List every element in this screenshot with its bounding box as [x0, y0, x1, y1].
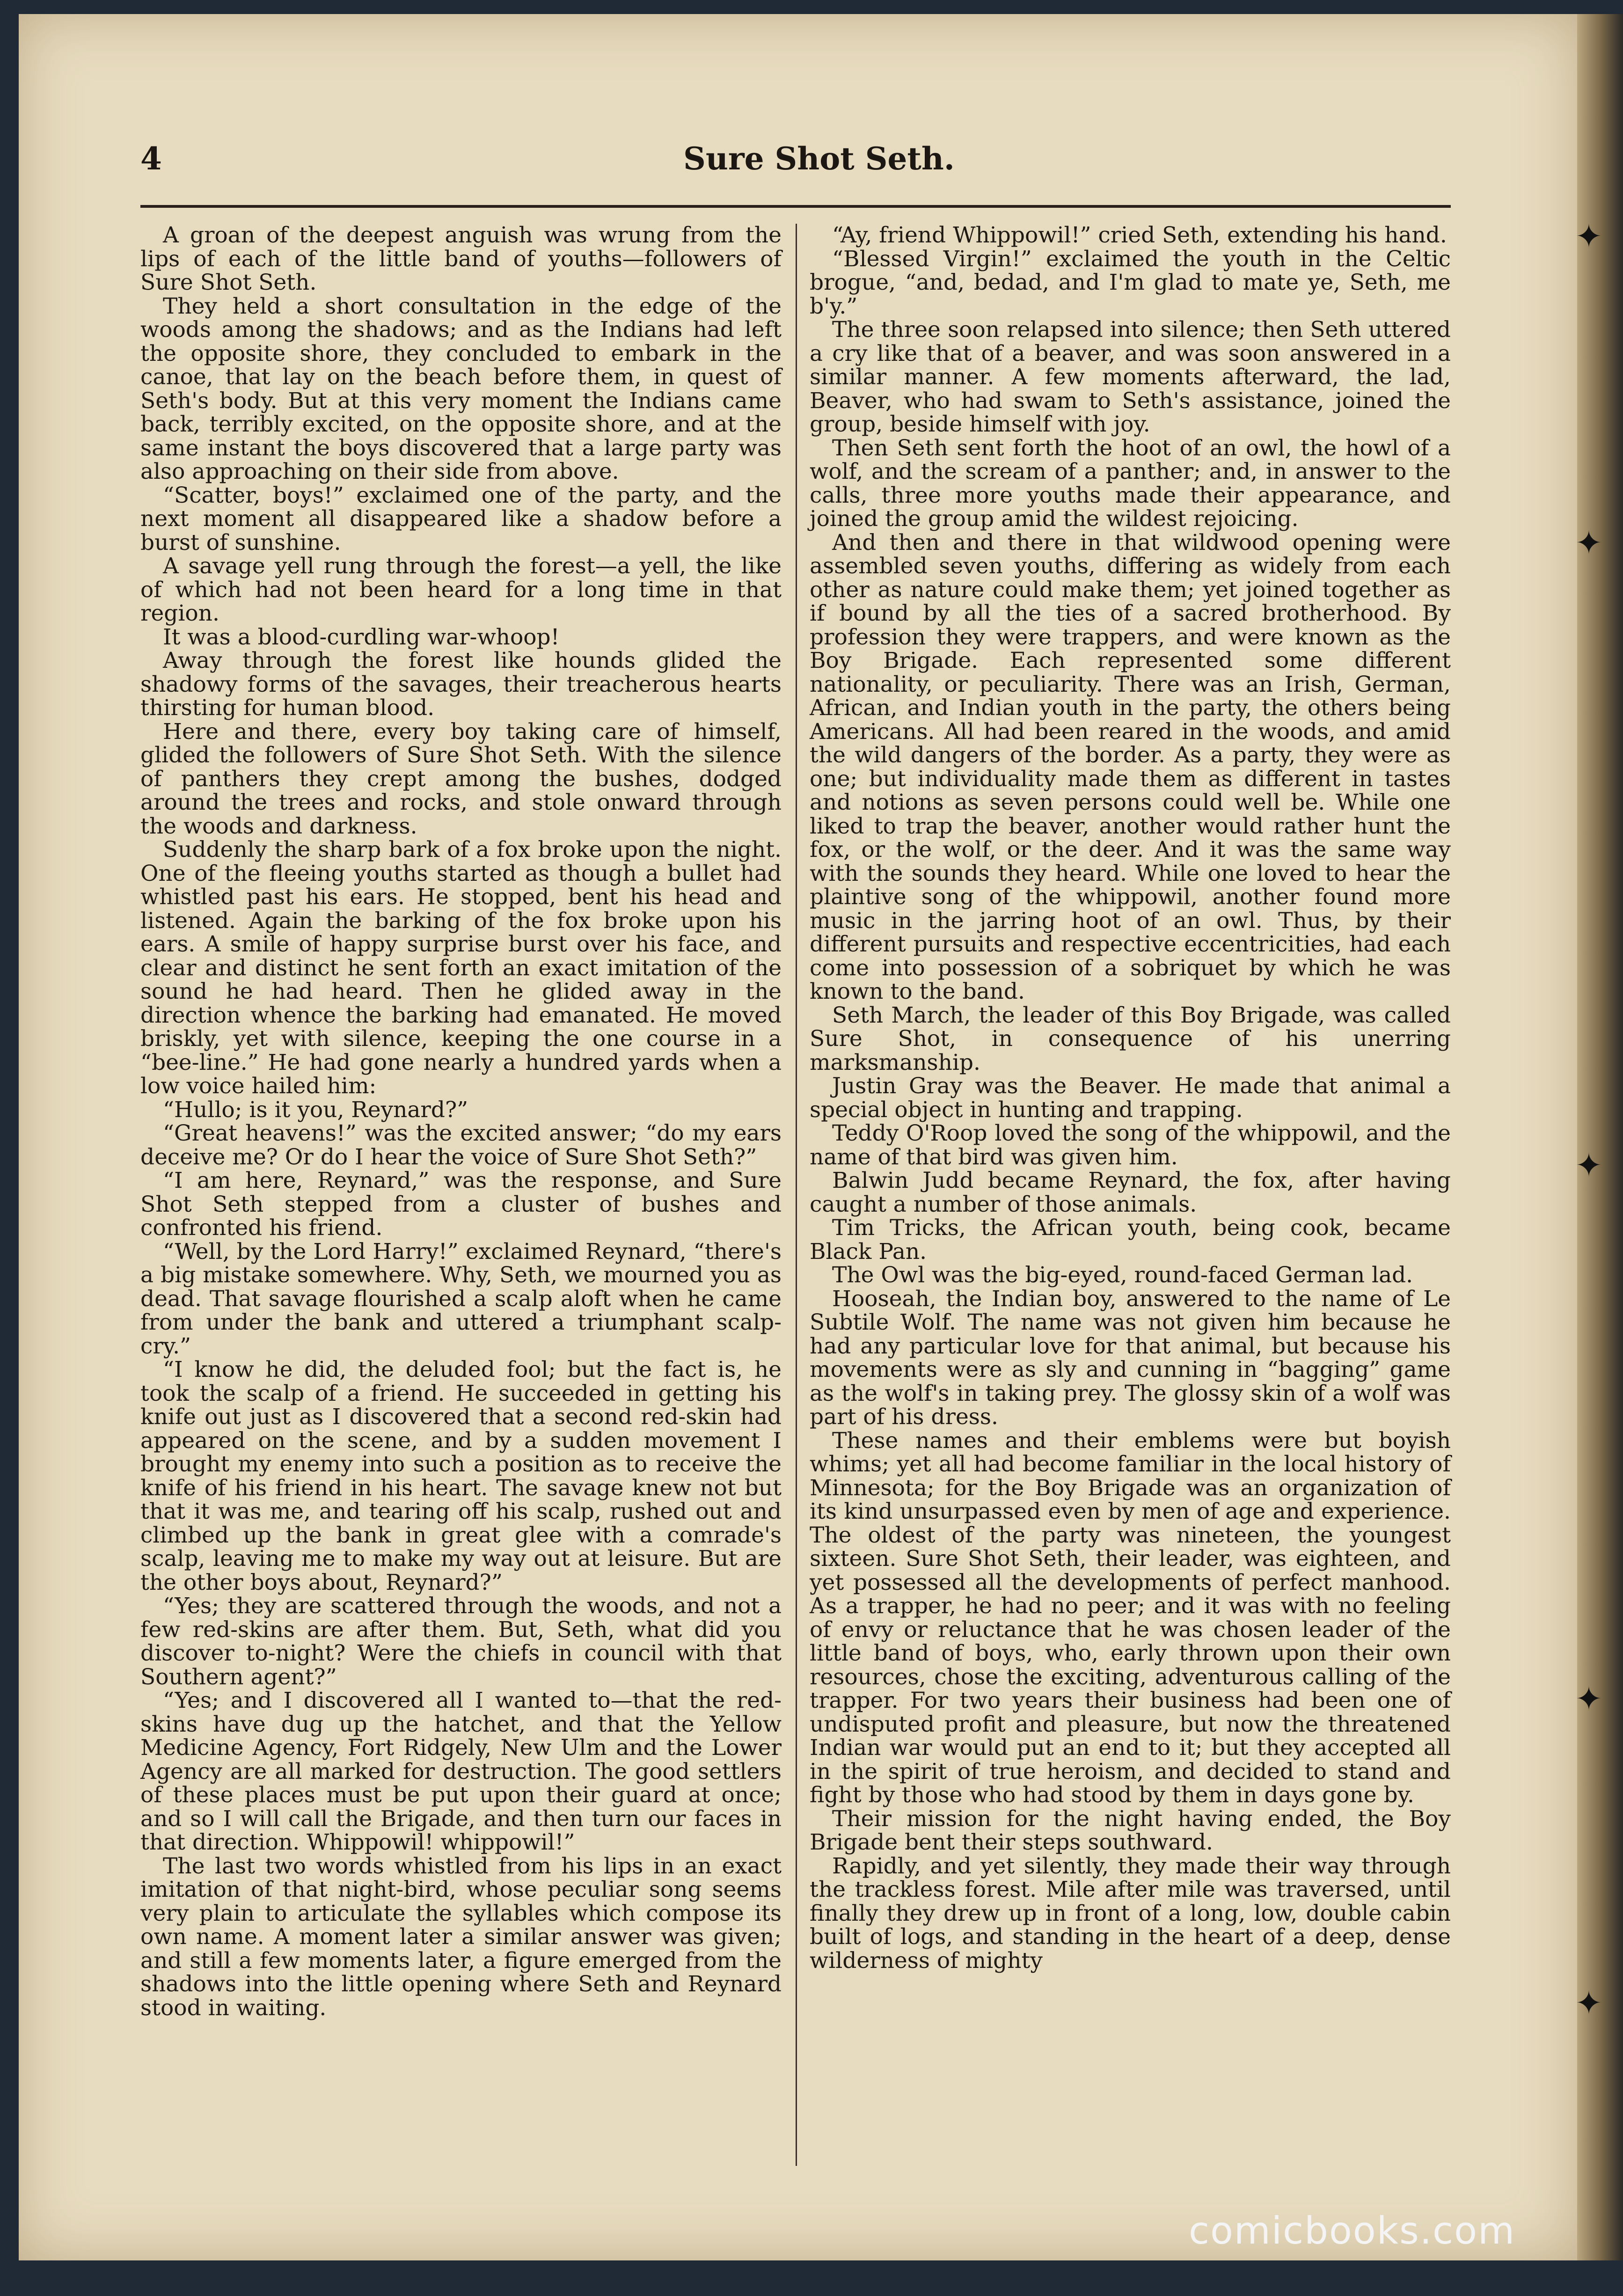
- paragraph: And then and there in that wildwood opening were assembled seven youths, differing as widely from each other as nature could make them; yet joined together as if bound by all the ties of a sacred brotherhood. By profession they were trappers, and were known as the Boy Brigade. Each represented some different nationality, or peculiarity. There was an Irish, German, African, and Indian youth in the party, the others being Americans. All had been reared in the woods, and amid the wild dangers of the border. As a party, they were as one; but individuality made them as different in tastes and notions as seven persons could well be. While one liked to trap the beaver, another would rather hunt the fox, or the wolf, or the deer. And it was the same way with the sounds they heard. While one loved to hear the plaintive song of the whippowil, another found more music in the jarring hoot of an owl. Thus, by their different pursuits and respective eccentricities, had each come into possession of a sobriquet by which he was known to the band.: [810, 529, 1451, 1004]
- paragraph: “Yes; and I discovered all I wanted to—that the red-skins have dug up the hatchet, and that the Yellow Medicine Agency, Fort Ridgely, New Ulm and the Lower Agency are all marked for destruction. The good settlers of these places must be put upon their guard at once; and so I will call the Brigade, and then turn our faces in that direction. Whippowil! whippowil!”: [140, 1688, 782, 1855]
- page-number: 4: [140, 140, 162, 177]
- paragraph: “Ay, friend Whippowil!” cried Seth, extending his hand.: [832, 222, 1447, 248]
- right-column: [810, 224, 1451, 1973]
- paragraph: Balwin Judd became Reynard, the fox, after having caught a number of those animals.: [810, 1168, 1451, 1217]
- paragraph: Hooseah, the Indian boy, answered to the name of Le Subtile Wolf. The name was not given him because he had any particular love for that animal, but because his movements were as sly and cunning in “bagging” game as the wolf's in taking prey. The glossy skin of a wolf was part of his dress.: [810, 1286, 1451, 1430]
- paragraph: They held a short consultation in the edge of the woods among the shadows; and as the Indians had left the opposite shore, they concluded to embark in the canoe, that lay on the beach before them, in quest of Seth's body. But at this very moment the Indians came back, terribly excited, on the opposite shore, and at the same instant the boys discovered that a large party was also approaching on their side from above.: [140, 293, 782, 484]
- paragraph: A groan of the deepest anguish was wrung from the lips of each of the little band of youths—followers of Sure Shot Seth.: [140, 222, 782, 295]
- paragraph: It was a blood-curdling war-whoop!: [163, 624, 560, 650]
- paragraph: “Yes; they are scattered through the woods, and not a few red-skins are after them. But, Seth, what did you discover to-night? Were the chiefs in council with that Southern agent?”: [140, 1593, 782, 1690]
- paragraph: A savage yell rung through the forest—a yell, the like of which had not been heard for a long time in that region.: [140, 553, 782, 626]
- paragraph: “Blessed Virgin!” exclaimed the youth in the Celtic brogue, “and, bedad, and I'm glad to mate ye, Seth, me b'y.”: [810, 246, 1451, 319]
- paragraph: Their mission for the night having ended, the Boy Brigade bent their steps southward.: [810, 1806, 1451, 1855]
- page-binding: [1577, 14, 1623, 2260]
- binding-stitch-icon: ✦: [1575, 1146, 1603, 1185]
- binding-stitch-icon: ✦: [1575, 217, 1603, 256]
- running-head-title: Sure Shot Seth.: [683, 140, 955, 177]
- binding-stitch-icon: ✦: [1575, 524, 1603, 562]
- binding-stitch-icon: ✦: [1575, 1680, 1603, 1718]
- paragraph: Here and there, every boy taking care of himself, glided the followers of Sure Shot Seth. With the silence of panthers they crept among the bushes, dodged around the trees and rocks, and stole onward through the woods and darkness.: [140, 718, 782, 839]
- paragraph: These names and their emblems were but boyish whims; yet all had become familiar in the local history of Minnesota; for the Boy Brigade was an organization of its kind unsurpassed even by men of age and experience. The oldest of the party was nineteen, the youngest sixteen. Sure Shot Seth, their leader, was eighteen, and yet possessed all the developments of perfect manhood. As a trapper, he had no peer; and it was with no feeling of envy or reluctance that he was chosen leader of the little band of boys, who, early thrown upon their own resources, chose the exciting, adventurous calling of the trapper. For two years their business had been one of undisputed profit and pleasure, but now the threatened Indian war would put an end to it; but they accepted all in the spirit of true heroism, and decided to stand and fight by those who had stood by them in days gone by.: [810, 1427, 1451, 1808]
- paragraph: “Well, by the Lord Harry!” exclaimed Reynard, “there's a big mistake somewhere. Why, Seth, we mourned you as dead. That savage flourished a scalp aloft when he came from under the bank and uttered a triumphant scalp-cry.”: [140, 1238, 782, 1359]
- paragraph: “Scatter, boys!” exclaimed one of the party, and the next moment all disappeared like a shadow before a burst of sunshine.: [140, 482, 782, 556]
- paragraph: “Great heavens!” was the excited answer; “do my ears deceive me? Or do I hear the voice of Sure Shot Seth?”: [140, 1120, 782, 1170]
- paragraph: Rapidly, and yet silently, they made their way through the trackless forest. Mile after mile was traversed, until finally they drew up in front of a long, low, double cabin built of logs, and standing in the heart of a deep, dense wilderness of mighty: [810, 1853, 1451, 1974]
- paragraph: The last two words whistled from his lips in an exact imitation of that night-bird, whose peculiar song seems very plain to articulate the syllables which compose its own name. A moment later a similar answer was given; and still a few moments later, a figure emerged from the shadows into the little opening where Seth and Reynard stood in waiting.: [140, 1853, 782, 2021]
- paragraph: Tim Tricks, the African youth, being cook, became Black Pan.: [810, 1215, 1451, 1265]
- paragraph: Away through the forest like hounds glided the shadowy forms of the savages, their treacherous hearts thirsting for human blood.: [140, 648, 782, 721]
- header-rule: [140, 205, 1451, 208]
- left-column: [140, 224, 782, 2020]
- paragraph: The Owl was the big-eyed, round-faced German lad.: [832, 1262, 1413, 1288]
- site-watermark: comicbooks.com: [1189, 2209, 1516, 2252]
- paragraph: Justin Gray was the Beaver. He made that animal a special object in hunting and trapping.: [810, 1073, 1451, 1123]
- paragraph: Seth March, the leader of this Boy Brigade, was called Sure Shot, in consequence of his unerring marksmanship.: [810, 1002, 1451, 1075]
- paragraph: Then Seth sent forth the hoot of an owl, the howl of a wolf, and the scream of a panther; and, in answer to the calls, three more youths made their appearance, and joined the group amid the wildest rejoicing.: [810, 435, 1451, 532]
- paragraph: “Hullo; is it you, Reynard?”: [163, 1097, 468, 1123]
- paragraph: “I know he did, the deluded fool; but the fact is, he took the scalp of a friend. He succeeded in getting his knife out just as I discovered that a second red-skin had appeared on the scene, and by a sudden movement I brought my enemy into such a position as to receive the knife of his friend in his heart. The savage knew not but that it was me, and tearing off his scalp, rushed out and climbed up the bank in great glee with a comrade's scalp, leaving me to make my way out at leisure. But are the other boys about, Reynard?”: [140, 1357, 782, 1595]
- column-divider: [796, 224, 797, 2166]
- paragraph: Teddy O'Roop loved the song of the whippowil, and the name of that bird was given him.: [810, 1120, 1451, 1170]
- paragraph: The three soon relapsed into silence; then Seth uttered a cry like that of a beaver, and was soon answered in a similar manner. A few moments afterward, the lad, Beaver, who had swam to Seth's assistance, joined the group, beside himself with joy.: [810, 317, 1451, 437]
- binding-stitch-icon: ✦: [1575, 1984, 1603, 2022]
- paragraph: “I am here, Reynard,” was the response, and Sure Shot Seth stepped from a cluster of bushes and confronted his friend.: [140, 1168, 782, 1241]
- paragraph: Suddenly the sharp bark of a fox broke upon the night. One of the fleeing youths started as though a bullet had whistled past his ears. He stopped, bent his head and listened. Again the barking of the fox broke upon his ears. A smile of happy surprise burst over his face, and clear and distinct he sent forth an exact imitation of the sound he had heard. Then he glided away in the direction whence the barking had emanated. He moved briskly, yet with silence, keeping the one course in a “bee-line.” He had gone nearly a hundred yards when a low voice hailed him:: [140, 837, 782, 1099]
